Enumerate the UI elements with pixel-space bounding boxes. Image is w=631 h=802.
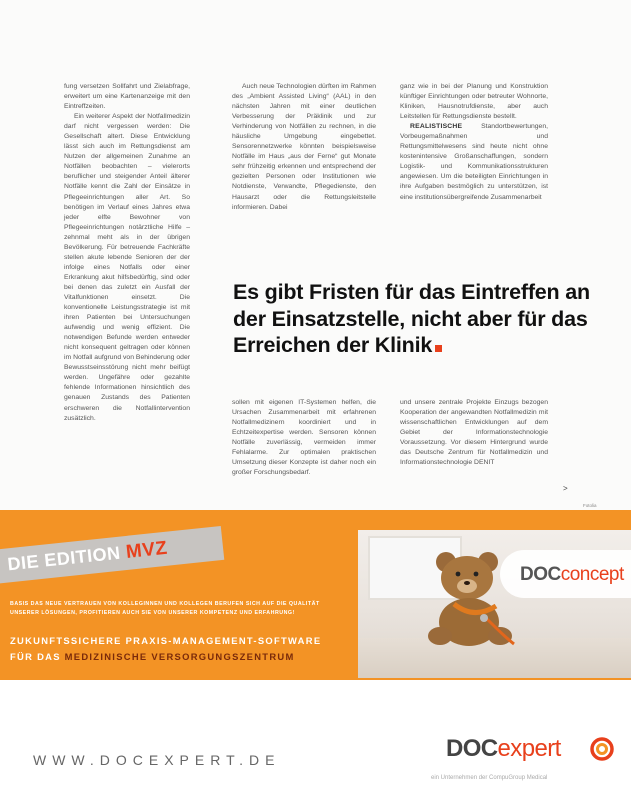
article-column-1 xyxy=(64,82,190,500)
article-column-3-top xyxy=(400,82,548,270)
col2-para-1: Auch neue Technologien dürften im Rahmen des „Ambient Assisted Living“ (AAL) in den nächsten Jahren mit einer deutlichen Verbesserung der Präklinik und zur Verhinderung von Notfällen zu rechnen, in die häusliche Umgebung eingebettet. Sensorennetzwerke könnten beispielsweise Notfälle im Haus „aus der Ferne“ gut Monate sehr frühzeitig erkennen und entsprechend der gezielten Personen oder Institutionen wie Notdienste, Verwandte, Pflegedienste, den Hausarzt oder die Rettungsleitstelle informieren. Dabei xyxy=(232,83,377,211)
pull-quote-text: Es gibt Fristen für das Eintreffen an der Einsatzstelle, nicht aber für das Erreichen der Klinik xyxy=(233,280,590,357)
col2-para-2: sollen mit eigenen IT-Systemen helfen, die Ursachen Zusammenarbeit mit erfahrenen Notfallmedizinern koordiniert und in Echtzeitexpertise werden. Sensoren können Notfälle zuverlässig, vermeiden immer Fehlalarme. Zur optimalen praktischen Umsetzung dieser Konzepte ist daher noch ein großer Forschungsbedarf. xyxy=(232,399,376,477)
ad-small-line-1: BASIS DAS NEUE VERTRAUEN VON KOLLEGINNEN UND KOLLEGEN BERUFEN SICH AUF DIE QUALITÄT xyxy=(10,601,320,607)
ad-headline-1: ZUKUNFTSSICHERE PRAXIS-MANAGEMENT-SOFTWARE xyxy=(10,635,322,646)
article-column-3-bottom xyxy=(400,398,548,498)
col3-para-2 xyxy=(400,122,548,202)
col1-para-1: fung versetzen Sollfahrt und Zielabfrage, erweitert um eine Kartenanzeige mit den Eintreffzeiten. xyxy=(64,83,190,111)
col3-para-1: ganz wie in bei der Planung und Konstruktion künftiger Einrichtungen oder betreuter Wohnorte, Kliniken, Hausnotrufdienste, aber auch Leitstellen für Rettungsdienste bestellt. xyxy=(400,83,548,121)
edition-mvz: MVZ xyxy=(124,537,169,563)
docexpert-tagline: ein Unternehmen der CompuGroup Medical xyxy=(431,775,548,781)
end-square-icon xyxy=(435,345,442,352)
col3-para-3: und unsere zentrale Projekte Einzugs bezogen Kooperation der angewandten Notfallmedizin mit wissenschaftlichen Entwicklungen auf dem Gebiet der Informationstechnologie Voraussetzung. Vor diesem Hintergrund wurde das Deutsche Zentrum für Notfallmedizin und Informationstechnologie DENIT xyxy=(400,399,548,467)
docconcept-logo-accent: concept xyxy=(560,564,624,585)
docexpert-logo xyxy=(446,735,561,763)
docconcept-badge xyxy=(500,550,631,598)
docexpert-logo-main: DOC xyxy=(446,735,498,762)
docexpert-swirl-icon xyxy=(589,736,615,762)
ad-small-line-2: UNSERER LÖSUNGEN, PROFITIEREN AUCH SIE VON UNSERER KOMPETENZ UND ERFAHRUNG! xyxy=(10,610,295,616)
col1-para-2: Ein weiterer Aspekt der Notfallmedizin darf nicht vergessen werden: Die Gesellschaft altert. Diese Entwicklung lässt sich auch im Rettungsdienst am Nutzen der allgemeinen Zunahme an Notfällen beobachten – vielerorts beruflicher und steigender Anteil älterer Notfälle kennt die Zahl der Einsätze in Pflegeeinrichtungen aller Art. So benötigen im Verlauf eines Jahres etwa jeder elfte Bewohner von Pflegeeinrichtungen notärztliche Hilfe – zehnmal meht als in der übrigen Bevölkerung. Für betreuende Fachkräfte stellen akute lebende Senioren der der infolge eines Notfalls oder einer Erkrankung akut hilfsbedürftig, sind oder bei denen das zuletzt ein Ausfall der Vitalfunktionen einsetzt. Die konventionelle Leistungsstrategie ist mit ihren Patienten bei Untersuchungen aufwendig und wenig effizient. Die notwendigen Befunde werden entweder nicht konsequent geltragen oder können im Notfall aufgrund von Behinderung oder Bewusstseinsstörung nicht mehr beifügt werden. Ungefähre oder gezahlte fehlende Informationen hinsichtlich des genauen Zustands des Patienten erschweren die Notfallintervention zusätzlich. xyxy=(64,113,190,422)
docconcept-logo xyxy=(520,564,624,586)
teddy-bear-photo xyxy=(358,530,631,678)
continue-arrow-icon: > xyxy=(563,484,568,493)
col3-lead-in: REALISTISCHE xyxy=(410,123,463,131)
docexpert-logo-accent: expert xyxy=(497,735,561,762)
article-column-2-bottom xyxy=(232,398,376,498)
docconcept-logo-main: DOC xyxy=(520,564,561,585)
photo-credit: Fotolia xyxy=(583,503,597,508)
col3-para-2-text: Standortbewertungen, Vorbeugemaßnahmen und Rettungsmittelwesens sind heute nicht ohne kostenintensive Großanschaffungen, sondern Logistik- und Kommunikationsstrukturen angewiesen. Um die beteiligten Einrichtungen in ihre Aufgaben bestmöglich zu unterstützen, ist eine institutionsübergreifende Zusammenarbeit xyxy=(400,123,548,201)
pull-quote xyxy=(233,279,603,359)
edition-prefix: DIE EDITION xyxy=(6,542,122,575)
docexpert-advertisement[interactable] xyxy=(0,510,631,802)
ad-headline-2 xyxy=(10,651,295,662)
website-link[interactable]: WWW.DOCEXPERT.DE xyxy=(33,752,281,768)
article-column-2-top xyxy=(232,82,376,270)
ad-headline-2-prefix: FÜR DAS xyxy=(10,651,65,662)
ad-headline-2-highlight: MEDIZINISCHE VERSORGUNGSZENTRUM xyxy=(64,651,295,662)
